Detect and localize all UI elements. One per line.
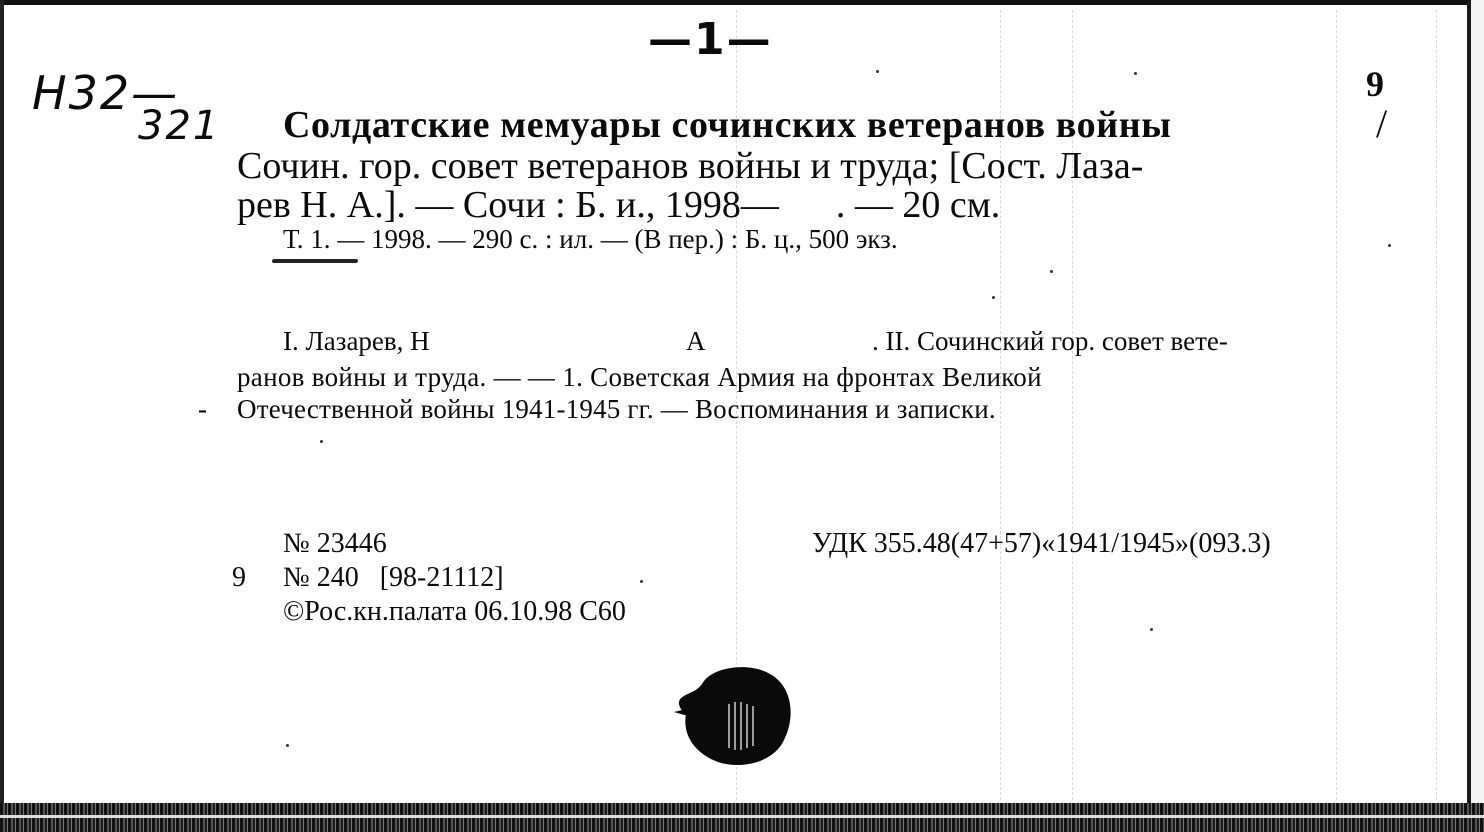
scan-speck [286,744,289,747]
title-line-2: Сочин. гор. совет ветеранов войны и труда; [Сост. Лаза- [237,145,1144,187]
index-line-1-part-2: А [686,326,706,356]
index-line-3: Отечественной войны 1941-1945 гг. — Воспоминания и записки. [237,394,996,424]
scan-artifact-line [1436,10,1437,800]
card-left-edge [0,0,4,832]
copyright-line: ©Рос.кн.палата 06.10.98 С60 [283,596,626,627]
title-line-3: рев Н. А.]. — Сочи : Б. и., 1998— . — 20 см. [237,184,1001,226]
scan-speck [992,296,995,299]
index-line-2: ранов войны и труда. — — 1. Советская Армия на фронтах Великой [237,362,1042,392]
volume-line: Т. 1. — 1998. — 290 с. : ил. — (В пер.) : Б. ц., 500 экз. [283,224,898,254]
scan-speck [320,440,323,443]
card-top-edge [0,0,1484,5]
page-mark: —1— [648,14,773,65]
scan-speck [1388,244,1391,247]
shelf-mark-top: Н32— [32,66,180,120]
card-right-margin [1471,0,1484,832]
udk-code: УДК 355.48(47+57)«1941/1945»(093.3) [812,528,1271,559]
card-number: 9 [1366,64,1384,104]
scan-speck [1050,270,1053,273]
scan-speck [1150,628,1153,631]
record-number-prefix: 9 [232,562,246,593]
title-line-1: Солдатские мемуары сочинских ветеранов войны [283,104,1172,146]
volume-underline-mark [272,259,359,263]
title-slash: / [1376,101,1388,146]
scan-speck [1134,72,1137,75]
scan-speck [640,580,643,583]
scan-speck [876,70,879,73]
card-bottom-stripe [0,815,1484,818]
record-number: № 23446 [283,528,387,559]
shelf-mark-bottom: 321 [138,103,221,149]
index-line-1-part-1: I. Лазарев, Н [283,326,430,356]
record-number-secondary: № 240 [98-21112] [283,562,504,593]
index-line-1-part-3: . II. Сочинский гор. совет вете- [872,326,1228,356]
index-dash-mark: - [198,394,207,424]
ink-blot-stamp [672,662,796,770]
scan-artifact-line [1336,10,1337,800]
